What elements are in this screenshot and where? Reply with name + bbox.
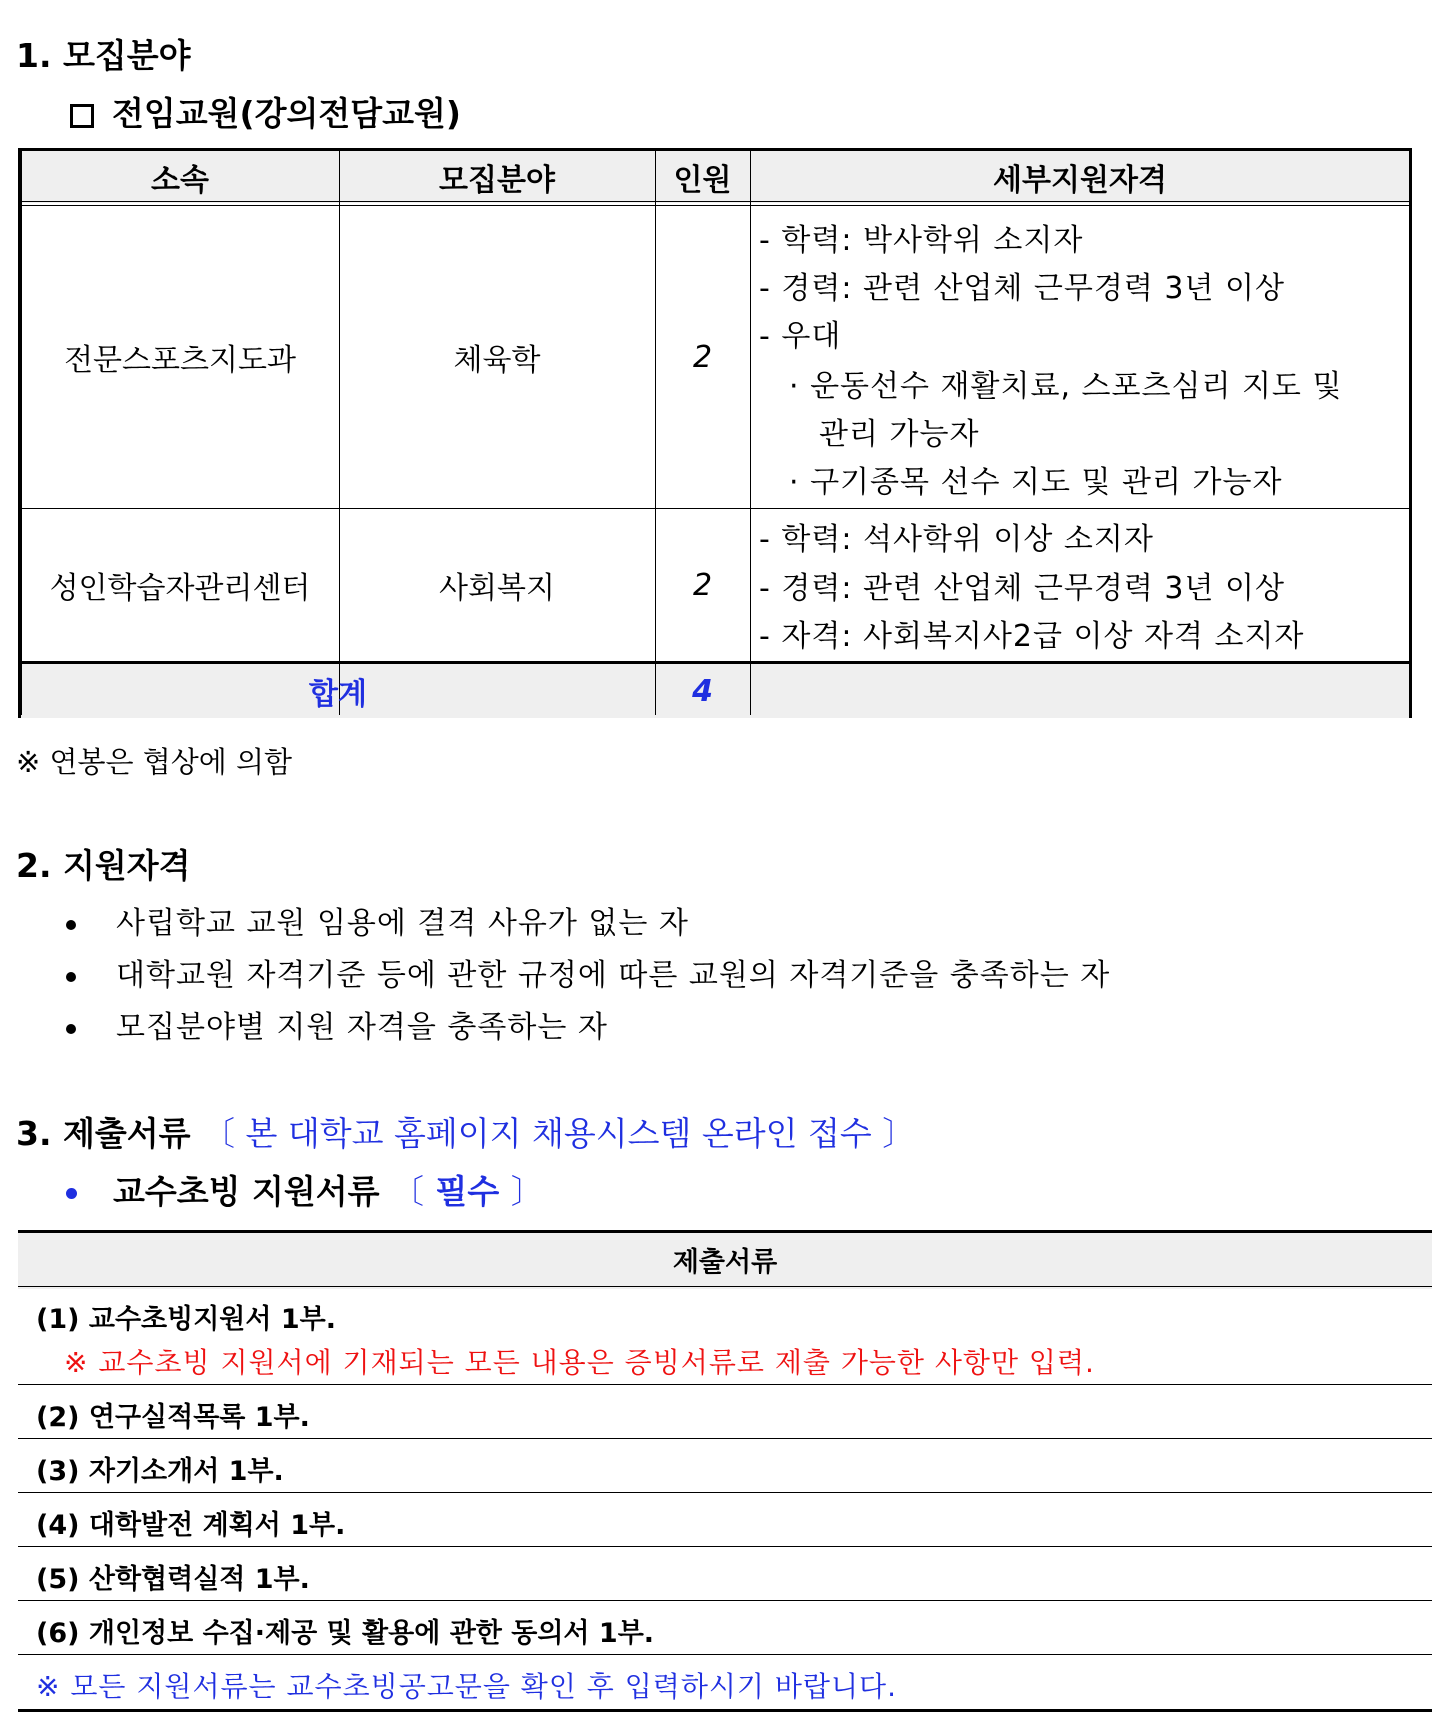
row2-dept: 성인학습자관리센터 bbox=[49, 571, 311, 606]
row1-dept: 전문스포츠지도과 bbox=[64, 343, 296, 378]
row1-qual-1: - 학력: 박사학위 소지자 bbox=[759, 223, 1084, 258]
row2-field: 사회복지 bbox=[439, 571, 555, 606]
doc-footer-row bbox=[18, 1654, 1432, 1712]
header-qualifications: 세부지원자격 bbox=[993, 163, 1167, 198]
doc-row bbox=[18, 1384, 1432, 1439]
section3-subtitle: 교수초빙 지원서류 〔 필수 〕 bbox=[66, 1166, 544, 1213]
row1-qual-4: · 운동선수 재활치료, 스포츠심리 지도 및 bbox=[789, 369, 1343, 404]
doc-4: (4) 대학발전 계획서 1부. bbox=[36, 1510, 346, 1541]
doc-6: (6) 개인정보 수집·제공 및 활용에 관한 동의서 1부. bbox=[36, 1618, 655, 1649]
row1-qual-6: · 구기종목 선수 지도 및 관리 가능자 bbox=[789, 465, 1283, 500]
doc1-note: ※ 교수초빙 지원서에 기재되는 모든 내용은 증빙서류로 제출 가능한 사항만 입력. bbox=[64, 1346, 1095, 1379]
row1-field: 체육학 bbox=[453, 343, 541, 378]
doc-3: (3) 자기소개서 1부. bbox=[36, 1456, 284, 1487]
checkbox-icon bbox=[70, 104, 94, 128]
row2-qual-2: - 경력: 관련 산업체 근무경력 3년 이상 bbox=[759, 571, 1285, 606]
section3-title: 3. 제출서류 〔 본 대학교 홈페이지 채용시스템 온라인 접수 〕 bbox=[16, 1114, 916, 1153]
doc-5: (5) 산학협력실적 1부. bbox=[36, 1564, 310, 1595]
row1-count: 2 bbox=[692, 339, 713, 375]
header-dept: 소속 bbox=[151, 163, 209, 198]
bullet-icon bbox=[66, 972, 76, 982]
bullet-icon bbox=[66, 1024, 76, 1034]
section2-title: 2. 지원자격 bbox=[16, 846, 191, 885]
row2-count: 2 bbox=[692, 567, 713, 603]
header-field: 모집분야 bbox=[439, 163, 555, 198]
total-label: 합계 bbox=[309, 677, 367, 712]
doc-1: (1) 교수초빙지원서 1부. bbox=[36, 1304, 336, 1335]
subtitle-text: 전임교원(강의전담교원) bbox=[112, 94, 461, 133]
bullet-icon bbox=[66, 1188, 77, 1199]
recruitment-table bbox=[18, 148, 1412, 718]
row2-qual-1: - 학력: 석사학위 이상 소지자 bbox=[759, 522, 1154, 557]
section3-title-note: 〔 본 대학교 홈페이지 채용시스템 온라인 접수 〕 bbox=[202, 1114, 916, 1153]
salary-note: ※ 연봉은 협상에 의함 bbox=[16, 745, 293, 779]
row1-qual-3: - 우대 bbox=[759, 319, 842, 354]
docs-header: 제출서류 bbox=[672, 1246, 778, 1278]
row1-qual-2: - 경력: 관련 산업체 근무경력 3년 이상 bbox=[759, 271, 1285, 306]
doc-row bbox=[18, 1438, 1432, 1493]
qualification-item: 대학교원 자격기준 등에 관한 규정에 따른 교원의 자격기준을 충족하는 자 bbox=[66, 950, 1110, 994]
docs-footer-note: ※ 모든 지원서류는 교수초빙공고문을 확인 후 입력하시기 바랍니다. bbox=[36, 1670, 897, 1703]
doc-row bbox=[18, 1286, 1432, 1385]
bullet-icon bbox=[66, 920, 76, 930]
qualification-item: 사립학교 교원 임용에 결격 사유가 없는 자 bbox=[66, 898, 689, 942]
doc-row bbox=[18, 1546, 1432, 1601]
doc-2: (2) 연구실적목록 1부. bbox=[36, 1402, 310, 1433]
total-value: 4 bbox=[692, 673, 713, 709]
row2-qual-3: - 자격: 사회복지사2급 이상 자격 소지자 bbox=[759, 619, 1305, 654]
required-label: 필수 bbox=[435, 1172, 500, 1211]
doc-row bbox=[18, 1600, 1432, 1655]
section1-subtitle bbox=[70, 88, 461, 135]
qualification-item: 모집분야별 지원 자격을 충족하는 자 bbox=[66, 1002, 608, 1046]
doc-row bbox=[18, 1492, 1432, 1547]
row1-qual-5: 관리 가능자 bbox=[819, 417, 980, 452]
header-count: 인원 bbox=[673, 163, 732, 198]
section1-title: 1. 모집분야 bbox=[16, 36, 191, 75]
